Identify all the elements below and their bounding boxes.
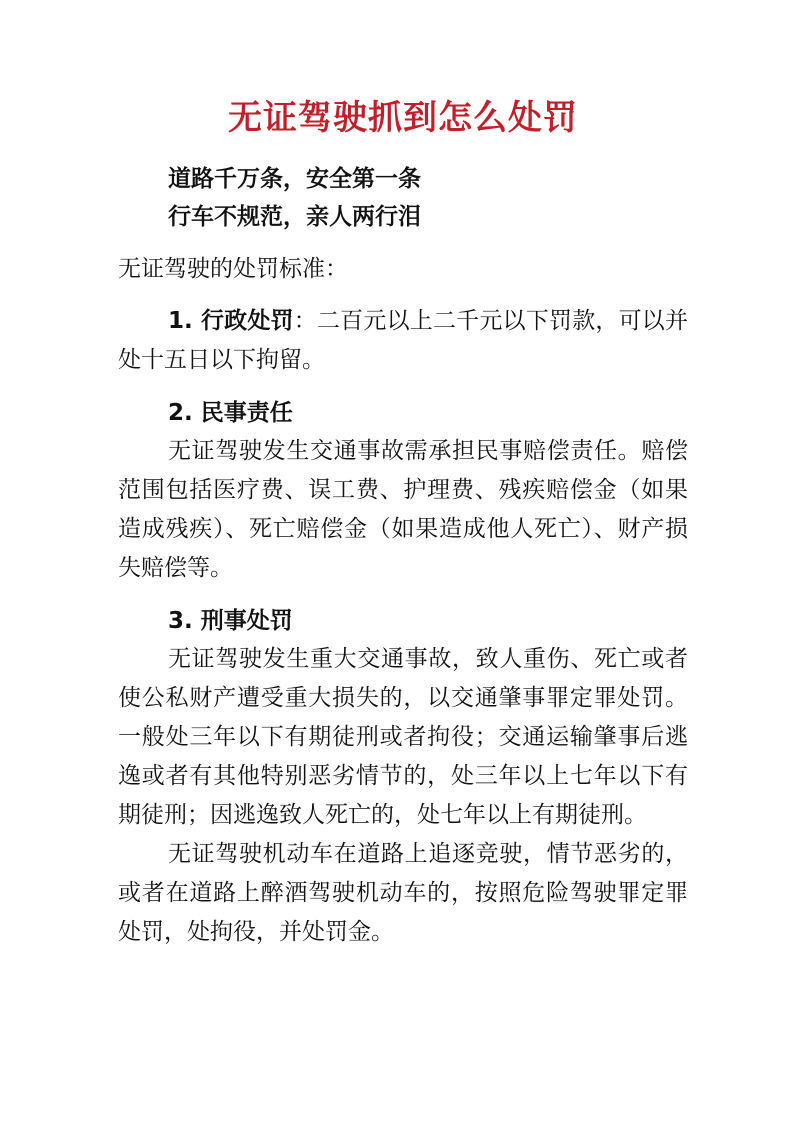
section-administrative-heading: 1. 行政处罚 (168, 308, 294, 334)
slogan-line-1: 道路千万条，安全第一条 (168, 166, 421, 192)
section-civil-heading-label: 2. 民事责任 (168, 400, 293, 426)
section-civil-paragraph: 无证驾驶发生交通事故需承担民事赔偿责任。赔偿范围包括医疗费、误工费、护理费、残疾赔偿金（如果造成残疾）、死亡赔偿金（如果造成他人死亡）、财产损失赔偿等。 (118, 438, 688, 581)
section-administrative-text: 二百元以上二千元以下罚款，可以并处十五日以下拘留。 (118, 308, 689, 373)
section-criminal-paragraph-2: 无证驾驶机动车在道路上追逐竞驶，情节恶劣的，或者在道路上醉酒驾驶机动车的，按照危险驾驶罪定罪处罚，处拘役，并处罚金。 (118, 841, 688, 945)
section-administrative-paragraph (118, 302, 688, 380)
section-criminal-heading (118, 602, 688, 640)
slogan-block (118, 160, 688, 236)
section-criminal-paragraph-1: 无证驾驶发生重大交通事故，致人重伤、死亡或者使公私财产遭受重大损失的，以交通肇事罪定罪处罚。一般处三年以下有期徒刑或者拘役；交通运输肇事后逃逸或者有其他特别恶劣情节的，处三年以上七年以下有期徒刑；因逃逸致人死亡的，处七年以上有期徒刑。 (118, 646, 688, 828)
document-title: 无证驾驶抓到怎么处罚 (228, 98, 578, 138)
slogan-line-2: 行车不规范，亲人两行泪 (168, 204, 421, 230)
section-administrative (118, 302, 688, 380)
section-administrative-separator: ： (293, 308, 317, 334)
section-criminal (118, 602, 688, 952)
section-civil-heading (118, 394, 688, 432)
section-criminal-heading-label: 3. 刑事处罚 (168, 608, 293, 634)
section-civil (118, 394, 688, 588)
intro-text: 无证驾驶的处罚标准： (118, 256, 348, 282)
